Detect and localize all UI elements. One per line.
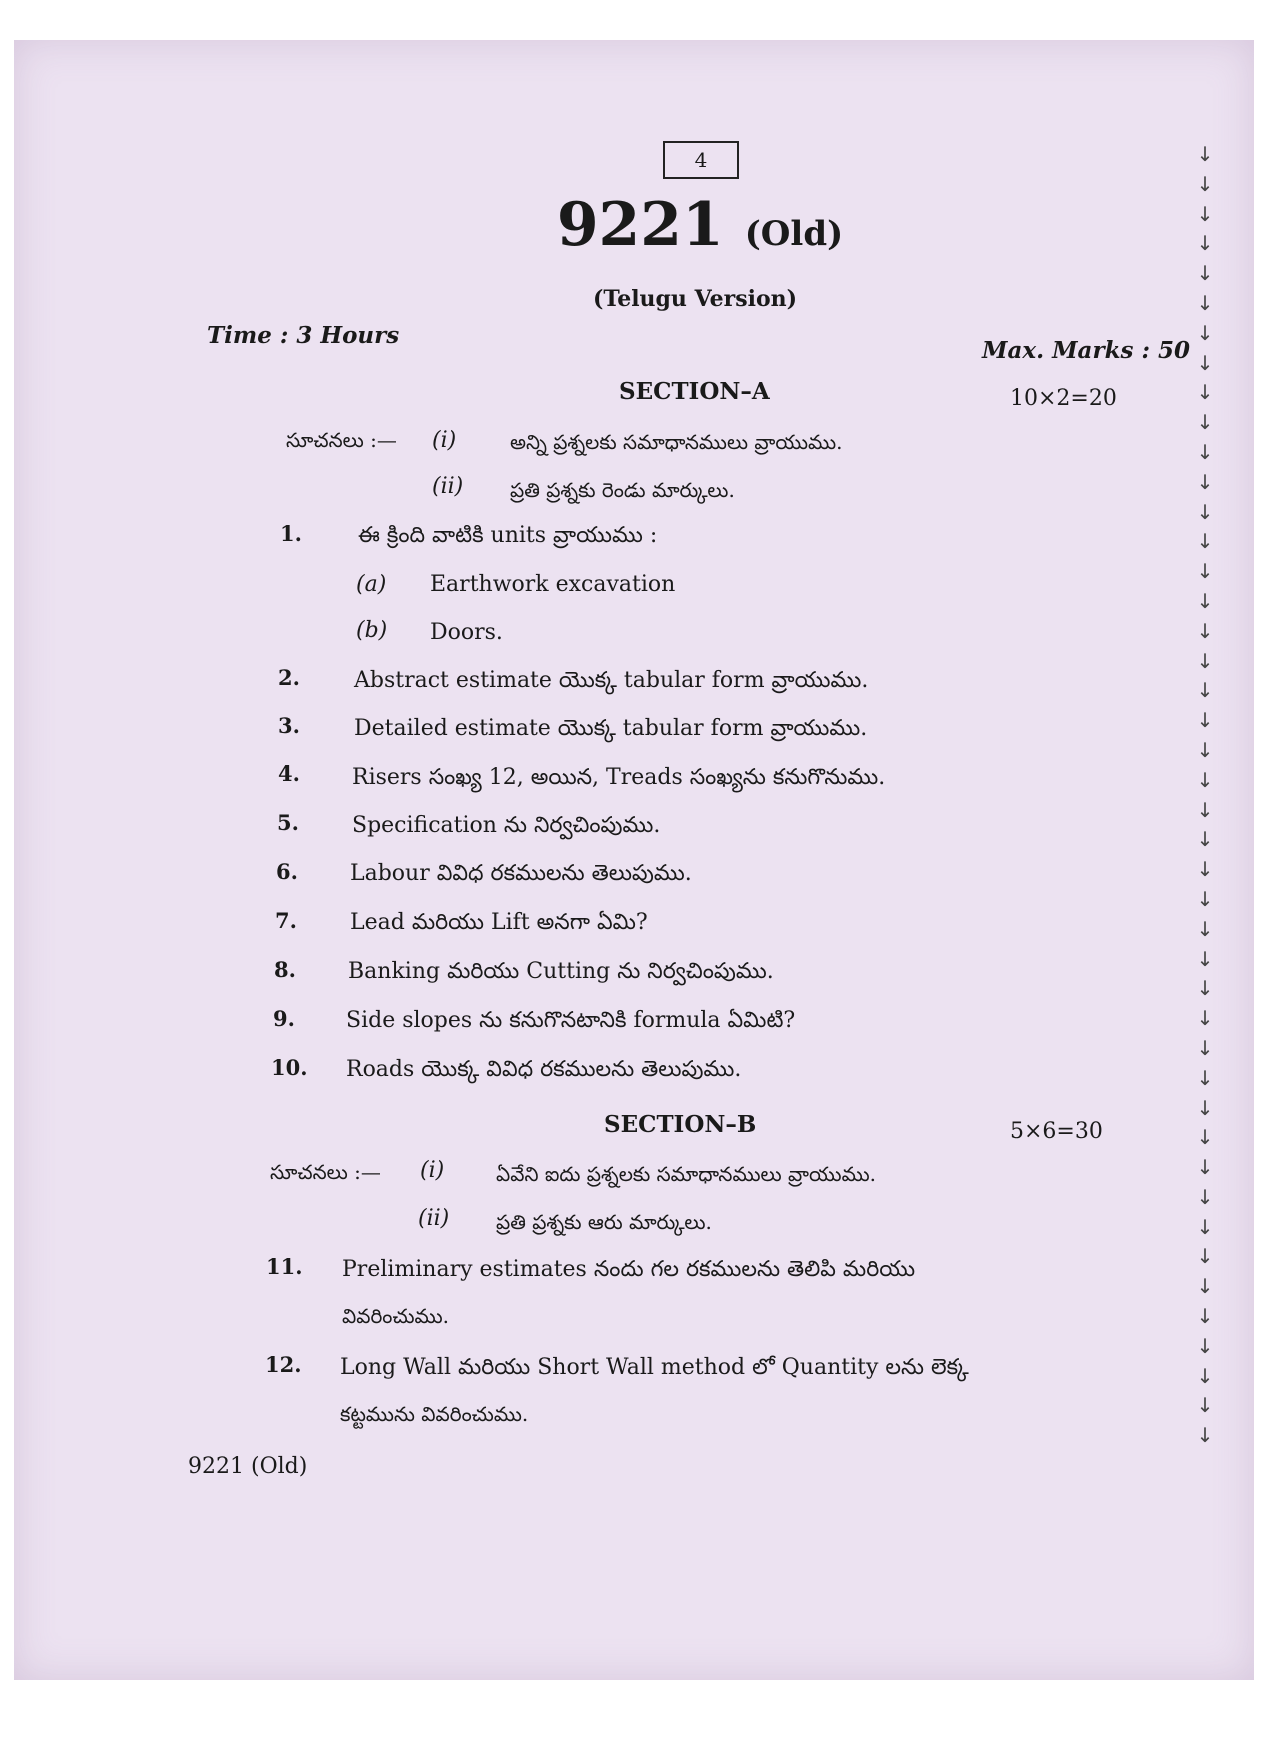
margin-arrow-icon: ↓ (1196, 1095, 1214, 1120)
question-11-number: 11. (266, 1254, 303, 1279)
margin-arrow-icon: ↓ (1196, 1184, 1214, 1209)
margin-arrow-icon: ↓ (1196, 678, 1214, 703)
question-1a-text: Earthwork excavation (430, 572, 676, 597)
question-1-text: ఈ క్రింది వాటికి units వ్రాయుము : (358, 523, 658, 548)
margin-arrow-icon: ↓ (1196, 1244, 1214, 1269)
margin-arrow-icon: ↓ (1196, 1125, 1214, 1150)
question-7-text: Lead మరియు Lift అనగా ఏమి? (350, 910, 648, 935)
section-b-instruction-2-text: ప్రతి ప్రశ్నకు ఆరు మార్కులు. (496, 1210, 712, 1234)
question-12-number: 12. (265, 1352, 302, 1377)
question-10-text: Roads యొక్క వివిధ రకములను తెలుపుము. (346, 1057, 742, 1082)
question-11-text-line2: వివరించుము. (342, 1304, 449, 1328)
margin-arrow-icon: ↓ (1196, 737, 1214, 762)
question-3-number: 3. (278, 713, 300, 738)
margin-arrow-icon: ↓ (1196, 1214, 1214, 1239)
footer-paper-code: 9221 (Old) (188, 1454, 308, 1479)
question-10-number: 10. (271, 1055, 308, 1080)
margin-arrows (1190, 140, 1220, 1460)
margin-arrow-icon: ↓ (1196, 410, 1214, 435)
section-b-instructions-label: సూచనలు :— (270, 1160, 381, 1184)
question-6-text: Labour వివిధ రకములను తెలుపుము. (350, 861, 692, 886)
margin-arrow-icon: ↓ (1196, 1065, 1214, 1090)
question-4-text: Risers సంఖ్య 12, అయిన, Treads సంఖ్యను కనుగొనుము. (352, 765, 886, 790)
question-1b-num: (b) (356, 618, 388, 643)
question-1-number: 1. (280, 521, 302, 546)
question-6-number: 6. (276, 859, 298, 884)
margin-arrow-icon: ↓ (1196, 946, 1214, 971)
version-label: (Telugu Version) (592, 286, 798, 312)
margin-arrow-icon: ↓ (1196, 1274, 1214, 1299)
question-7-number: 7. (275, 908, 297, 933)
question-12-text-line1: Long Wall మరియు Short Wall method లో Quantity లను లెక్క (340, 1355, 969, 1380)
margin-arrow-icon: ↓ (1196, 171, 1214, 196)
margin-arrow-icon: ↓ (1196, 1035, 1214, 1060)
section-a-instruction-1-text: అన్ని ప్రశ్నలకు సమాధానములు వ్రాయుము. (510, 430, 843, 454)
margin-arrow-icon: ↓ (1196, 708, 1214, 733)
section-b-marks: 5×6=30 (1010, 1119, 1103, 1144)
margin-arrow-icon: ↓ (1196, 797, 1214, 822)
margin-arrow-icon: ↓ (1196, 439, 1214, 464)
margin-arrow-icon: ↓ (1196, 1304, 1214, 1329)
margin-arrow-icon: ↓ (1196, 290, 1214, 315)
question-8-number: 8. (274, 957, 296, 982)
section-a-instruction-2-num: (ii) (432, 474, 464, 499)
margin-arrow-icon: ↓ (1196, 1155, 1214, 1180)
section-b-instruction-1-num: (i) (420, 1158, 445, 1183)
margin-arrow-icon: ↓ (1196, 827, 1214, 852)
margin-arrow-icon: ↓ (1196, 916, 1214, 941)
section-b-title: SECTION–B (604, 1111, 757, 1138)
margin-arrow-icon: ↓ (1196, 1333, 1214, 1358)
question-11-text-line1: Preliminary estimates నందు గల రకములను తెలిపి మరియు (342, 1257, 916, 1282)
margin-arrow-icon: ↓ (1196, 857, 1214, 882)
question-8-text: Banking మరియు Cutting ను నిర్వచింపుము. (348, 959, 774, 984)
margin-arrow-icon: ↓ (1196, 201, 1214, 226)
question-2-text: Abstract estimate యొక్క tabular form వ్రాయుము. (354, 668, 869, 693)
margin-arrow-icon: ↓ (1196, 1423, 1214, 1448)
margin-arrow-icon: ↓ (1196, 976, 1214, 1001)
margin-arrow-icon: ↓ (1196, 320, 1214, 345)
paper-code (0, 190, 1275, 260)
question-9-number: 9. (273, 1006, 295, 1031)
question-3-text: Detailed estimate యొక్క tabular form వ్రాయుము. (354, 716, 868, 741)
section-b-instruction-2-num: (ii) (418, 1206, 450, 1231)
question-12-text-line2: కట్టమును వివరించుము. (340, 1402, 529, 1426)
section-a-instruction-2-text: ప్రతి ప్రశ్నకు రెండు మార్కులు. (510, 478, 735, 502)
paper-code-suffix: (Old) (744, 214, 844, 254)
margin-arrow-icon: ↓ (1196, 1006, 1214, 1031)
margin-arrow-icon: ↓ (1196, 767, 1214, 792)
margin-arrow-icon: ↓ (1196, 648, 1214, 673)
section-a-title: SECTION–A (619, 378, 770, 405)
margin-arrow-icon: ↓ (1196, 380, 1214, 405)
margin-arrow-icon: ↓ (1196, 1363, 1214, 1388)
section-a-instructions-label: సూచనలు :— (286, 428, 397, 452)
page-number-box: 4 (663, 141, 739, 179)
max-marks-label: Max. Marks : 50 (982, 337, 1190, 364)
question-4-number: 4. (278, 761, 300, 786)
margin-arrow-icon: ↓ (1196, 618, 1214, 643)
question-5-number: 5. (277, 810, 299, 835)
margin-arrow-icon: ↓ (1196, 886, 1214, 911)
margin-arrow-icon: ↓ (1196, 350, 1214, 375)
section-b-instruction-1-text: ఏవేని ఐదు ప్రశ్నలకు సమాధానములు వ్రాయుము. (496, 1162, 877, 1186)
section-a-instruction-1-num: (i) (432, 428, 457, 453)
margin-arrow-icon: ↓ (1196, 142, 1214, 166)
margin-arrow-icon: ↓ (1196, 231, 1214, 256)
margin-arrow-icon: ↓ (1196, 588, 1214, 613)
time-label: Time : 3 Hours (207, 322, 400, 349)
section-a-marks: 10×2=20 (1010, 386, 1117, 411)
margin-arrow-icon: ↓ (1196, 1393, 1214, 1418)
question-1a-num: (a) (356, 572, 387, 597)
paper-code-number: 9221 (556, 190, 724, 260)
question-9-text: Side slopes ను కనుగొనటానికి formula ఏమిటి? (346, 1008, 796, 1033)
margin-arrow-icon: ↓ (1196, 559, 1214, 584)
margin-arrow-icon: ↓ (1196, 261, 1214, 286)
question-5-text: Specification ను నిర్వచింపుము. (352, 813, 661, 838)
question-1b-text: Doors. (430, 620, 503, 645)
question-2-number: 2. (278, 665, 300, 690)
margin-arrow-icon: ↓ (1196, 529, 1214, 554)
margin-arrow-icon: ↓ (1196, 499, 1214, 524)
margin-arrow-icon: ↓ (1196, 469, 1214, 494)
